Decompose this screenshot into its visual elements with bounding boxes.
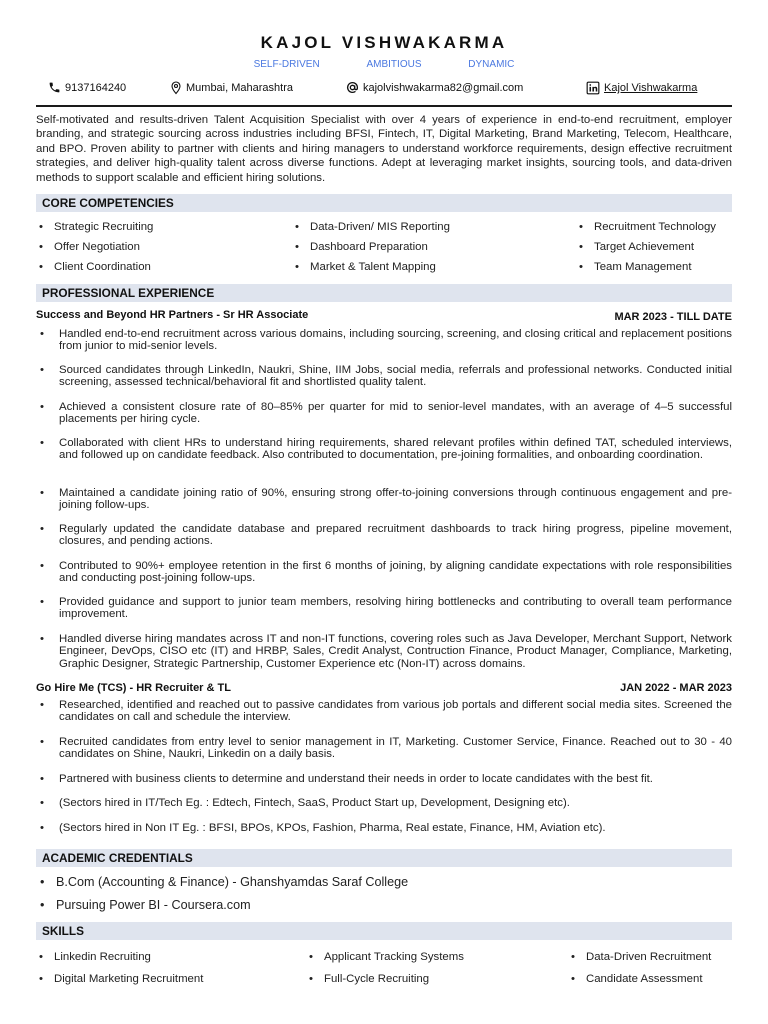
skills-column xyxy=(36,950,203,992)
job-dates: MAR 2023 - TILL DATE xyxy=(614,311,732,323)
section-heading-academics: ACADEMIC CREDENTIALS xyxy=(36,849,732,867)
competency-item: • Market & Talent Mapping xyxy=(292,260,450,280)
contact-email[interactable] xyxy=(346,81,523,94)
skill-item: • Data-Driven Recruitment xyxy=(568,950,711,972)
list-item: • Handled end-to-end recruitment across various domains, including sourcing, screening, and closing critical and replacement positions from junior to mid-senior levels. xyxy=(36,328,732,353)
contact-linkedin[interactable] xyxy=(586,81,697,95)
at-sign-icon xyxy=(346,81,359,94)
competency-item: • Target Achievement xyxy=(576,240,716,260)
location-text: Mumbai, Maharashtra xyxy=(186,82,293,94)
header-divider xyxy=(36,105,732,107)
skill-item: • Candidate Assessment xyxy=(568,972,711,992)
list-item: • Handled diverse hiring mandates across IT and non-IT functions, covering roles such as Java Developer, Merchant Support, Network Engineer, DevOps, CISO etc (IT) and HRBP, Sales, Credit Analyst, Contruction Finance, Product Manager, Compliance, Marketing, Graphic Designer, Strategic Partnership, Customer Experience etc (Non-IT) across domains. xyxy=(36,633,732,670)
list-item: • Maintained a candidate joining ratio of 90%, ensuring strong offer-to-joining conversions through continuous engagement and pre-joining follow-ups. xyxy=(36,487,732,512)
list-item: • Collaborated with client HRs to understand hiring requirements, shared relevant profiles within defined TAT, scheduled interviews, and followed up on candidate feedback. Also contributed to documentation, pre-joining formalities, and onboarding coordination. xyxy=(36,437,732,462)
list-item: • B.Com (Accounting & Finance) - Ghanshyamdas Saraf College xyxy=(36,875,408,889)
phone-text: 9137164240 xyxy=(65,81,127,94)
competency-item: • Recruitment Technology xyxy=(576,220,716,240)
location-pin-icon xyxy=(170,81,182,95)
skill-item: • Applicant Tracking Systems xyxy=(306,950,464,972)
list-item: • (Sectors hired in Non IT Eg. : BFSI, BPOs, KPOs, Fashion, Pharma, Real estate, Finance, HM, Aviation etc). xyxy=(36,822,732,834)
skill-item: • Digital Marketing Recruitment xyxy=(36,972,203,992)
list-item: • Sourced candidates through LinkedIn, Naukri, Shine, IIM Jobs, social media, referrals and professional networks. Conducted initial screening, assessed technical/behavioral fit and shortlisted quality talent. xyxy=(36,364,732,389)
candidate-name: KAJOL VISHWAKARMA xyxy=(260,33,508,52)
list-item: • Recruited candidates from entry level to senior management in IT, Marketing. Customer Service, Finance. Reached out to 30 - 40 candidates on Shine, Naukri, Linkedin on a daily basis. xyxy=(36,736,732,761)
skill-item: • Linkedin Recruiting xyxy=(36,950,203,972)
list-item: • Partnered with business clients to determine and understand their needs in order to locate candidates with the best fit. xyxy=(36,773,732,785)
competency-item: • Client Coordination xyxy=(36,260,153,280)
list-item: • Pursuing Power BI - Coursera.com xyxy=(36,898,251,912)
competency-item: • Data-Driven/ MIS Reporting xyxy=(292,220,450,240)
contact-location xyxy=(170,81,293,95)
contact-phone[interactable] xyxy=(48,81,126,94)
competencies-column xyxy=(292,220,450,280)
job-title: Success and Beyond HR Partners - Sr HR Associate xyxy=(36,309,309,321)
section-heading-skills: SKILLS xyxy=(36,922,732,940)
email-text: kajolvishwakarma82@gmail.com xyxy=(363,81,524,94)
linkedin-link[interactable]: Kajol Vishwakarma xyxy=(604,82,698,94)
tagline-item: DYNAMIC xyxy=(468,59,515,70)
competencies-column xyxy=(36,220,153,280)
job-title: Go Hire Me (TCS) - HR Recruiter & TL xyxy=(36,682,231,694)
competency-item: • Team Management xyxy=(576,260,716,280)
linkedin-icon xyxy=(586,81,600,95)
competency-item: • Strategic Recruiting xyxy=(36,220,153,240)
job-dates: JAN 2022 - MAR 2023 xyxy=(620,682,732,694)
profile-summary: Self-motivated and results-driven Talent Acquisition Specialist with over 4 years of experience in end-to-end recruitment, employer branding, and strategic sourcing across industries including BFSI, Fintech, IT, Digital Marketing, Brand Marketing, Telecom, Healthcare, and BPO. Proven ability to partner with clients and hiring managers to understand workforce requirements, design effective recruitment strategies, and deliver high-quality talent across diverse functions. Adept at leveraging market insights, sourcing tools, and data-driven methods to support scalable and efficient hiring solutions. xyxy=(36,114,732,184)
competency-item: • Offer Negotiation xyxy=(36,240,153,260)
list-item: • Contributed to 90%+ employee retention in the first 6 months of joining, by aligning candidate expectations with role responsibilities and conducting post-joining follow-ups. xyxy=(36,560,732,585)
phone-icon xyxy=(48,81,61,94)
tagline xyxy=(0,59,768,70)
section-heading-experience: PROFESSIONAL EXPERIENCE xyxy=(36,284,732,302)
list-item: • Regularly updated the candidate database and prepared recruitment dashboards to track hiring progress, pipeline movement, closures, and pending actions. xyxy=(36,523,732,548)
competencies-column xyxy=(576,220,716,280)
list-item: • Achieved a consistent closure rate of 80–85% per quarter for mid to senior-level mandates, with an average of 4–5 successful placements per hiring cycle. xyxy=(36,401,732,426)
list-item: • Provided guidance and support to junior team members, resolving hiring bottlenecks and contributing to overall team performance improvement. xyxy=(36,596,732,621)
contact-bar xyxy=(48,81,732,99)
skills-column xyxy=(568,950,711,992)
list-item: • (Sectors hired in IT/Tech Eg. : Edtech, Fintech, SaaS, Product Start up, Development, Designing etc). xyxy=(36,797,732,809)
competency-item: • Dashboard Preparation xyxy=(292,240,450,260)
tagline-item: SELF-DRIVEN xyxy=(253,59,320,70)
section-heading-competencies: CORE COMPETENCIES xyxy=(36,194,732,212)
skills-column xyxy=(306,950,464,992)
skill-item: • Full-Cycle Recruiting xyxy=(306,972,464,992)
list-item: • Researched, identified and reached out to passive candidates from various job portals and different social media sites. Screened the candidates on call and schedule the interview. xyxy=(36,699,732,724)
tagline-item: AMBITIOUS xyxy=(366,59,422,70)
